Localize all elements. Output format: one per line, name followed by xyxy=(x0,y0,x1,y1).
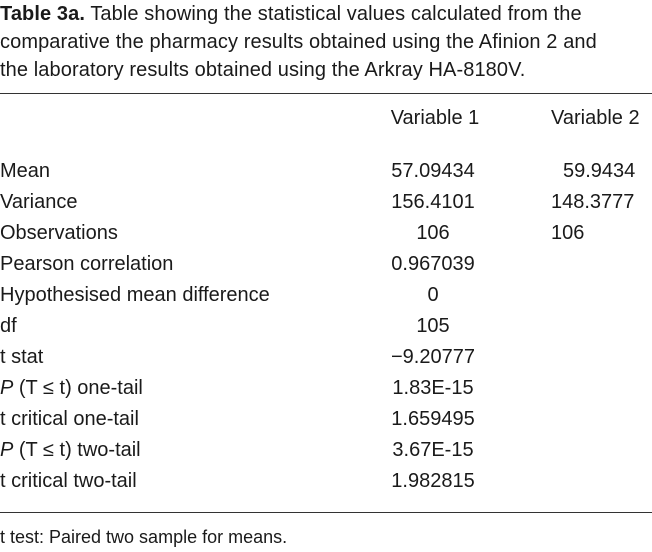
table-row xyxy=(0,373,652,404)
cell-variable-1: 57.09434 xyxy=(391,160,475,182)
row-label: Variance xyxy=(0,191,78,213)
row-label: t critical one-tail xyxy=(0,408,139,430)
row-label: Pearson correlation xyxy=(0,253,174,275)
row-label: t stat xyxy=(0,346,44,368)
table-row xyxy=(0,187,652,218)
row-label xyxy=(0,373,143,404)
table-row xyxy=(0,311,652,342)
cell-variable-1: 1.982815 xyxy=(391,470,475,492)
table-row xyxy=(0,466,652,497)
row-label-text: (T ≤ t) two-tail xyxy=(13,439,141,461)
p-symbol: P xyxy=(0,377,14,399)
caption-line-3: the laboratory results obtained using the Arkray HA-8180V. xyxy=(0,59,526,81)
table-row xyxy=(0,280,652,311)
table-row xyxy=(0,342,652,373)
cell-variable-1: 0 xyxy=(427,284,439,306)
row-label-text: (T ≤ t) one-tail xyxy=(13,377,143,399)
cell-variable-1: 1.659495 xyxy=(391,408,475,430)
row-label: Mean xyxy=(0,160,51,182)
table-row xyxy=(0,435,652,466)
row-label: Hypothesised mean difference xyxy=(0,284,270,306)
table-row xyxy=(0,156,652,187)
table-label: Table 3a. xyxy=(0,3,86,25)
cell-variable-2: 106 xyxy=(551,222,585,244)
row-label: t critical two-tail xyxy=(0,470,137,492)
cell-variable-1: 0.967039 xyxy=(391,253,475,275)
cell-variable-2: 148.3777 xyxy=(551,191,635,213)
table-top-rule xyxy=(0,93,652,94)
row-label: Observations xyxy=(0,222,118,244)
row-label xyxy=(0,435,141,466)
cell-variable-2: 59.9434 xyxy=(563,160,636,182)
cell-variable-1: 1.83E-15 xyxy=(392,377,474,399)
caption-line-1: Table showing the statistical values calculated from the xyxy=(90,3,582,25)
table-row xyxy=(0,249,652,280)
table-bottom-rule xyxy=(0,512,652,513)
table-row xyxy=(0,404,652,435)
row-label: df xyxy=(0,315,17,337)
table-caption xyxy=(0,0,652,84)
table-footnote: t test: Paired two sample for means. xyxy=(0,527,288,547)
p-symbol: P xyxy=(0,439,14,461)
cell-variable-1: 106 xyxy=(416,222,450,244)
table-row xyxy=(0,218,652,249)
column-header-variable-1: Variable 1 xyxy=(390,107,480,129)
cell-variable-1: 156.4101 xyxy=(391,191,475,213)
cell-variable-1: 105 xyxy=(416,315,450,337)
cell-variable-1: −9.20777 xyxy=(391,346,475,368)
cell-variable-1: 3.67E-15 xyxy=(392,439,474,461)
column-header-variable-2: Variable 2 xyxy=(551,107,640,129)
caption-line-2: comparative the pharmacy results obtained using the Afinion 2 and xyxy=(0,31,597,53)
